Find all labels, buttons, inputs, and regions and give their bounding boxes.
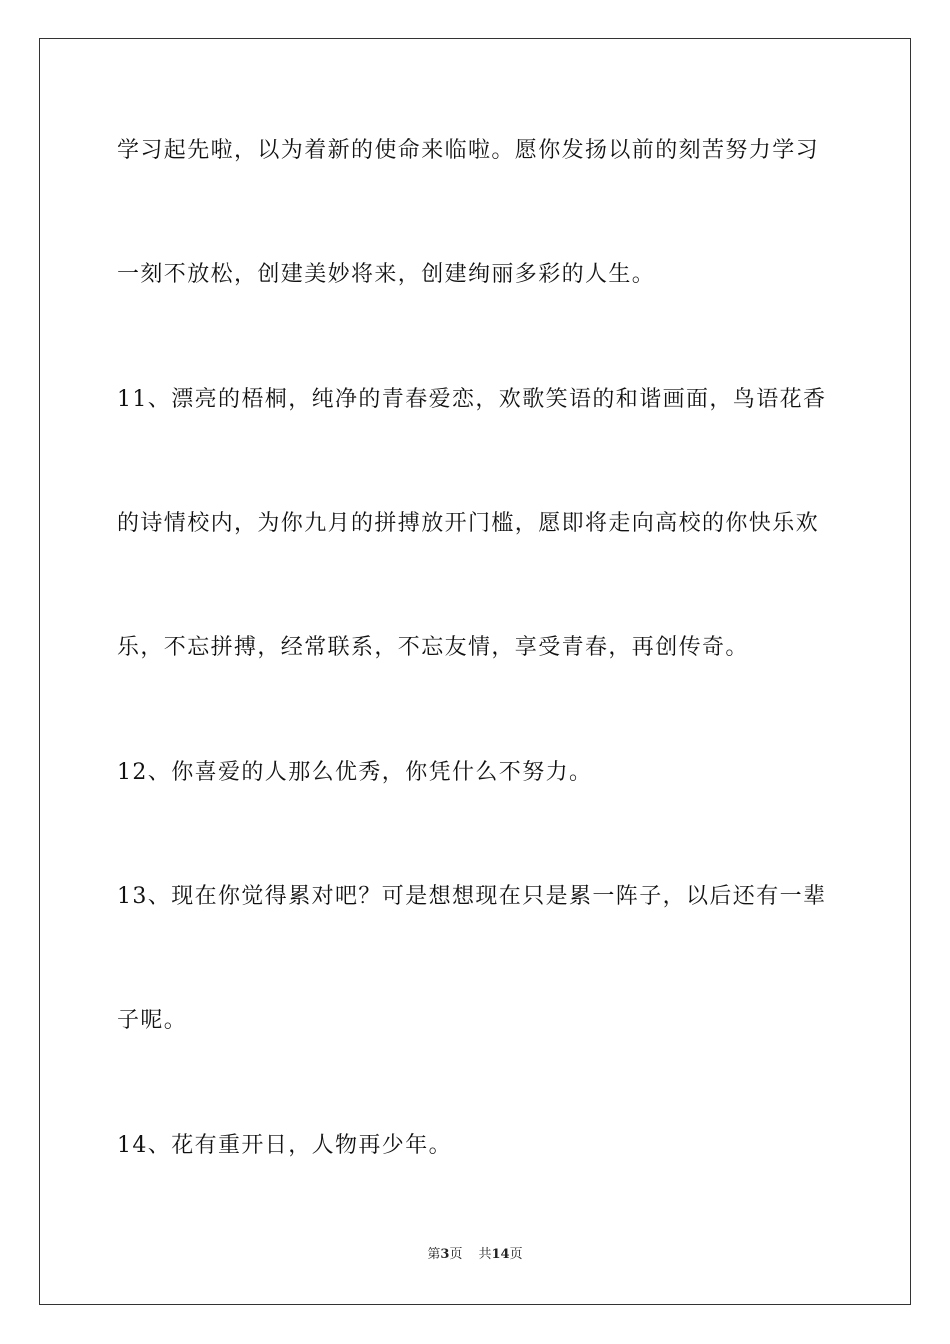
text-line-3: 11、漂亮的梧桐，纯净的青春爱恋，欢歌笑语的和谐画面，鸟语花香 [117,387,827,412]
page-footer [0,1246,950,1264]
total-pages: 14 [491,1247,510,1262]
page-border [39,38,911,1305]
total-label-prefix: 共 [478,1247,492,1262]
text-line-4: 的诗情校内，为你九月的拼搏放开门槛，愿即将走向高校的你快乐欢 [117,511,820,536]
total-label-suffix: 页 [509,1247,523,1262]
text-line-7: 13、现在你觉得累对吧？可是想想现在只是累一阵子，以后还有一辈 [117,884,827,909]
text-line-8: 子呢。 [117,1008,188,1033]
text-line-1: 学习起先啦，以为着新的使命来临啦。愿你发扬以前的刻苦努力学习 [117,138,820,163]
text-line-2: 一刻不放松，创建美妙将来，创建绚丽多彩的人生。 [117,262,656,287]
page-number: 3 [440,1247,450,1262]
text-line-5: 乐，不忘拼搏，经常联系，不忘友情，享受青春，再创传奇。 [117,635,749,660]
page-label-prefix: 第 [427,1247,441,1262]
text-line-9: 14、花有重开日，人物再少年。 [117,1133,452,1158]
page-label-suffix: 页 [449,1247,463,1262]
text-line-6: 12、你喜爱的人那么优秀，你凭什么不努力。 [117,760,593,785]
